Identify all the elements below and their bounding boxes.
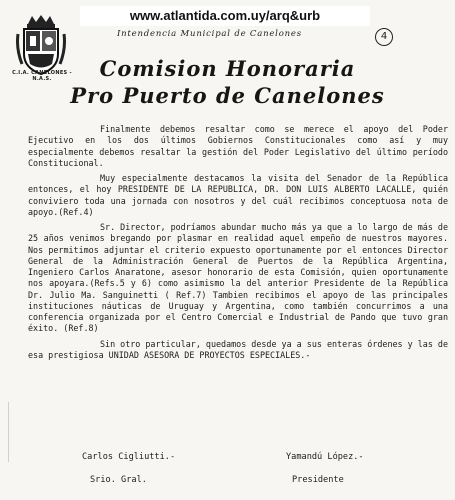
signature-left-role: Srio. Gral.	[90, 475, 147, 485]
document-title-line-2: Pro Puerto de Canelones	[70, 83, 385, 108]
url-watermark-banner: www.atlantida.com.uy/arq&urb	[80, 6, 370, 26]
paragraph-1: Finalmente debemos resaltar como se merece el apoyo del Poder Ejecutivo en los dos últimos Gobiernos Constitucionales como así y muy especialmente debemos resaltar la gestión del Poder Legislativo del último período Constitucional.	[28, 124, 448, 168]
document-title-line-1: Comision Honoraria	[99, 56, 356, 81]
paragraph-3: Sr. Director, podríamos abundar mucho más ya que a lo largo de más de 25 años venimos bregando por plasmar en realidad aquel empeño de nuestros mayores. Nos permitimos adjuntar el criterio expuesto oportunamente por el entonces Director General de la Administración General de Puertos de la República Argentina, Ingeniero Carlos Anaratone, asesor honorario de esta Comisión, quien oportunamente nos apoyara.(Refs.5 y 6) como asimismo la del anterior Presidente de la República Dr. Julio Ma. Sanguinetti ( Ref.7) Tambien recibimos el apoyo de las principales instituciones náuticas de Uruguay y Argentina, como también concurrimos a una conferencia organizada por el Centro Comercial e Industrial de Pando que tuvo gran éxito. (Ref.8)	[28, 222, 448, 334]
paragraph-4: Sin otro particular, quedamos desde ya a sus enteras órdenes y las de esa prestigiosa UNIDAD ASESORA DE PROYECTOS ESPECIALES.-	[28, 338, 448, 360]
seal-caption: C.I.A. CANELONES - N.A.S.	[12, 70, 72, 82]
signature-right-name: Yamandú López.-	[286, 452, 364, 462]
signature-right-role: Presidente	[292, 475, 344, 485]
page-number-badge: 4	[375, 28, 393, 46]
paragraph-2: Muy especialmente destacamos la visita del Senador de la República entonces, el hoy PRESIDENTE DE LA REPUBLICA, DR. DON LUIS ALBERTO LACALLE, quién conviviero toda una jornada con nosotros y del cuál recibimos conceptuosa nota de apoyo.(Ref.4)	[28, 173, 448, 217]
letterhead-text: Intendencia Municipal de Canelones	[117, 29, 302, 39]
margin-mark	[0, 402, 9, 462]
letter-body	[28, 124, 448, 365]
signature-left-name: Carlos Cigliutti.-	[82, 452, 176, 462]
